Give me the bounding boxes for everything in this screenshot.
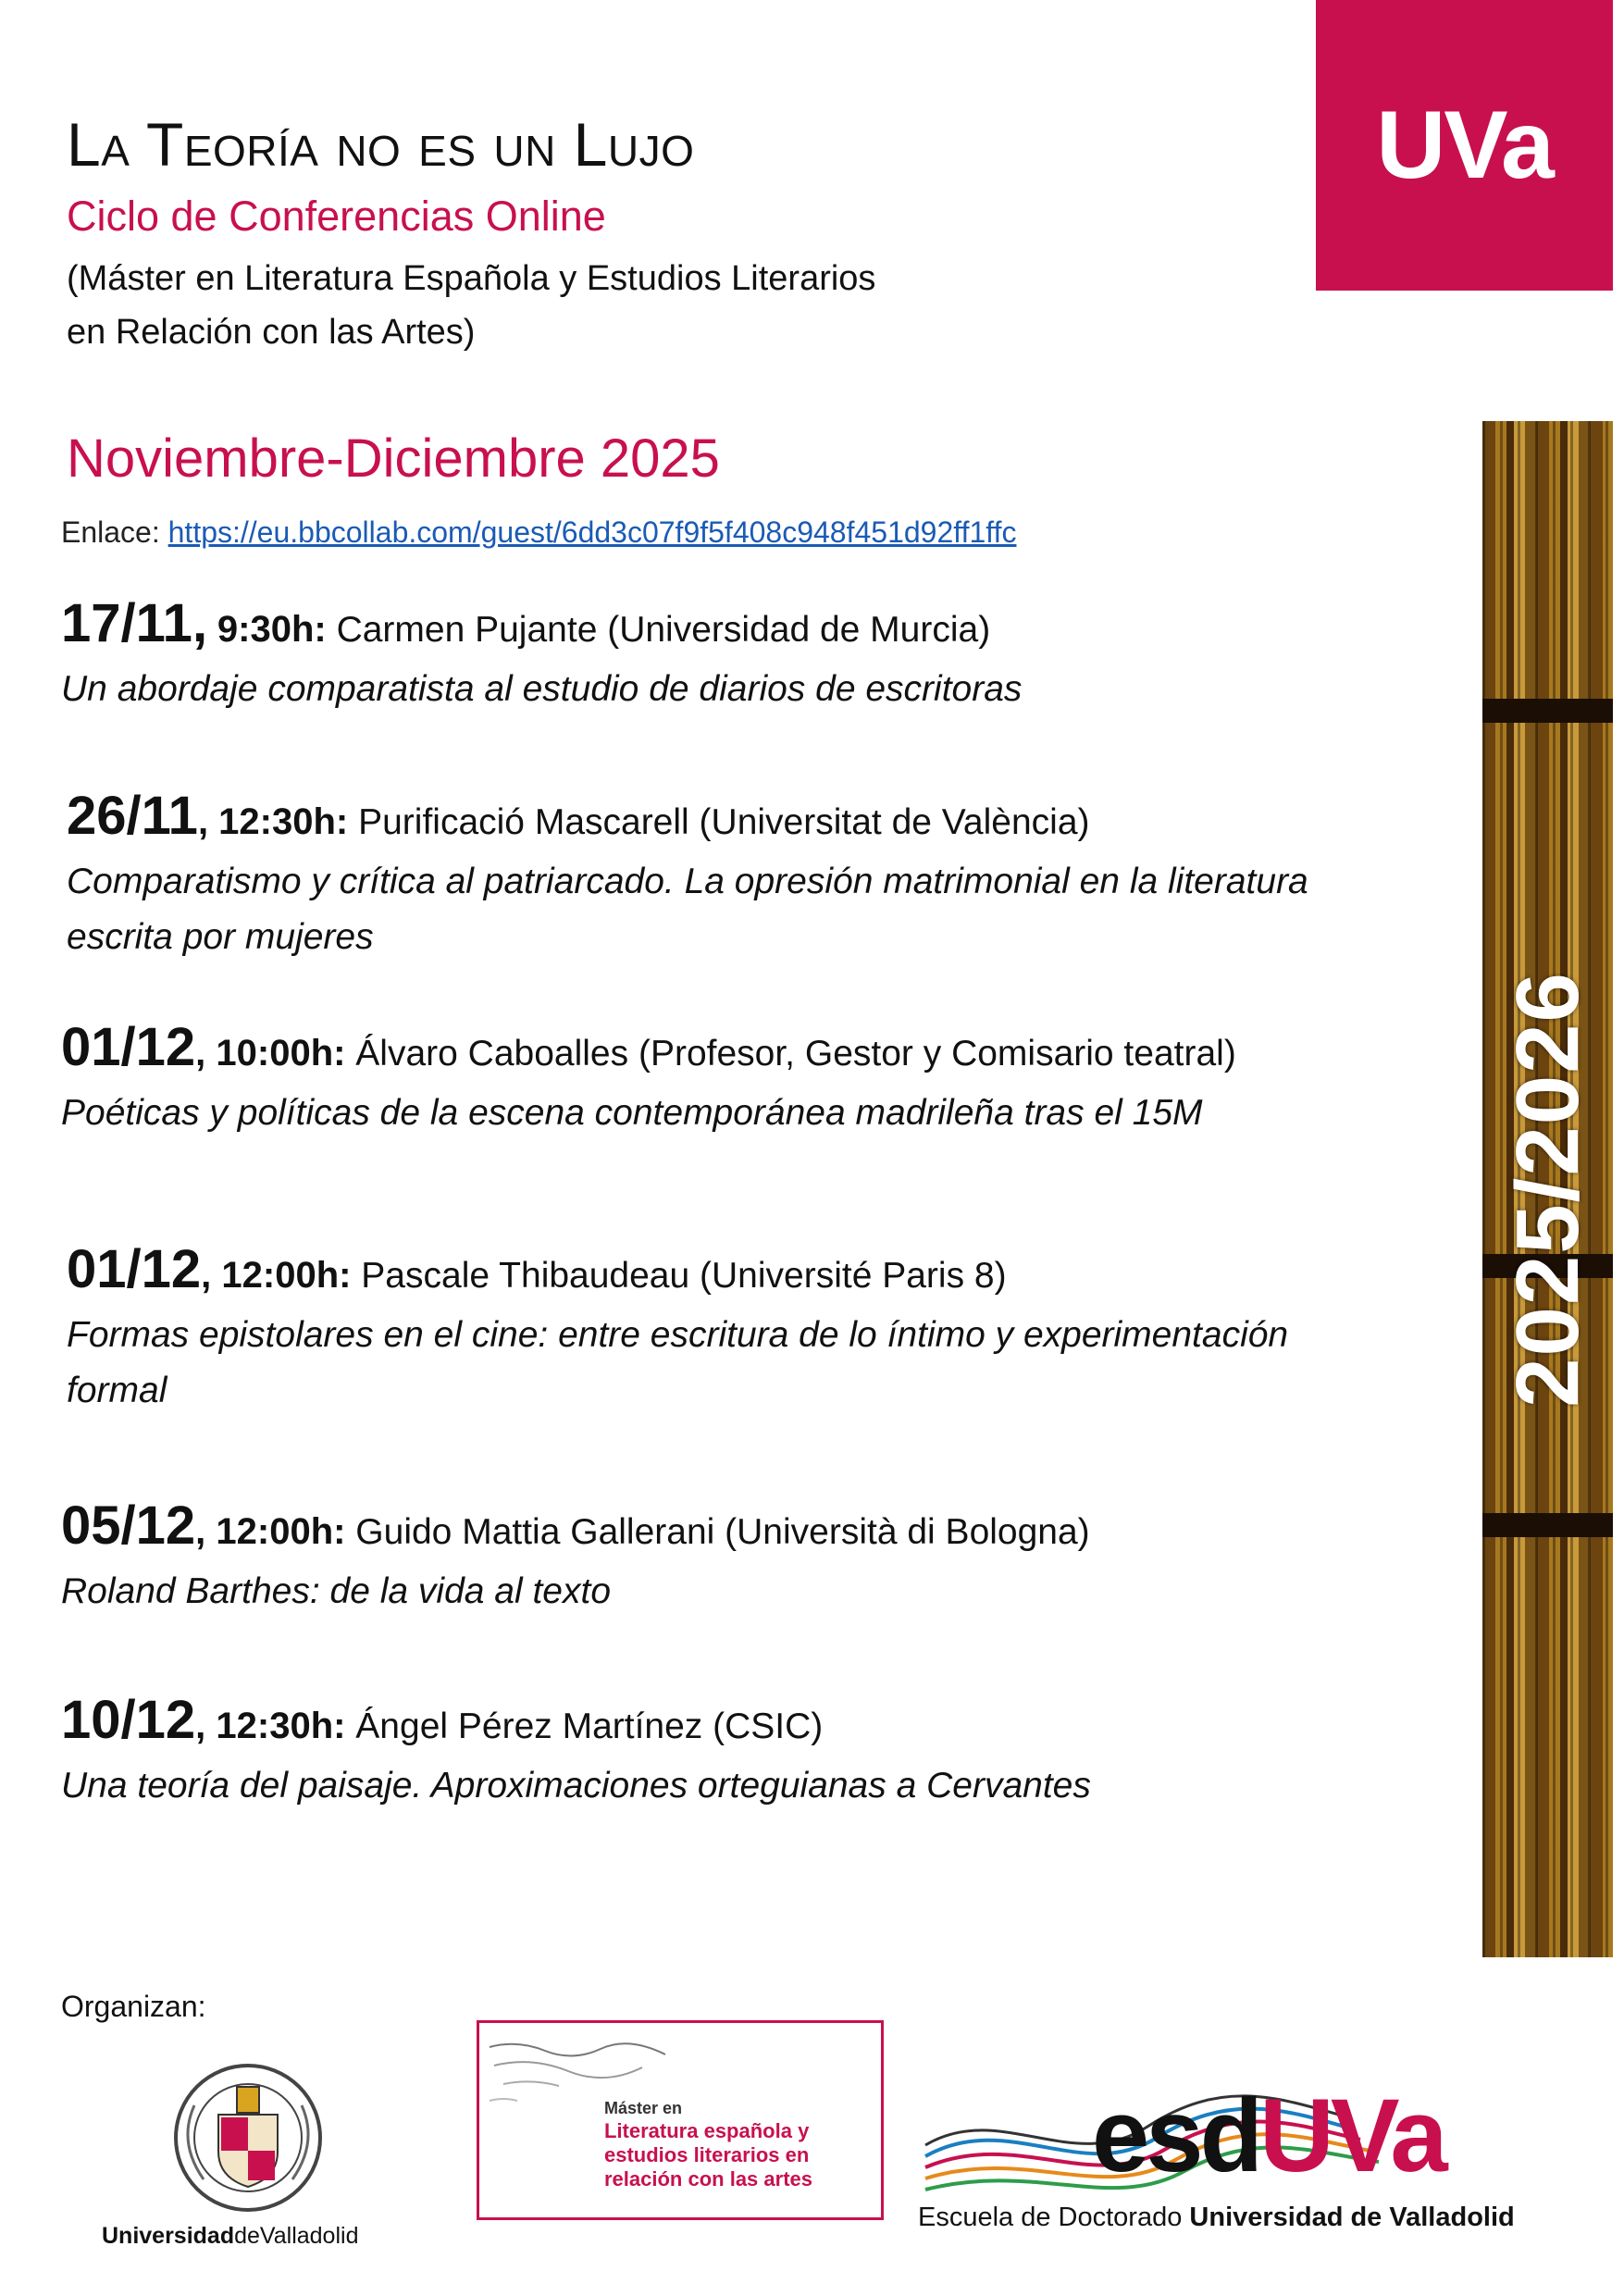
event-topic: Formas epistolares en el cine: entre escritura de lo íntimo y experimentación formal xyxy=(67,1315,1289,1410)
academic-year: 2025/2026 xyxy=(1497,971,1597,1408)
event-heading xyxy=(61,592,1449,654)
esduva-wordmark xyxy=(1092,2080,1444,2191)
doctoral-school-name xyxy=(918,2203,1515,2233)
event-topic: Poéticas y políticas de la escena contemporánea madrileña tras el 15M xyxy=(61,1093,1203,1133)
event-heading xyxy=(61,1495,1449,1557)
event-item xyxy=(67,1238,1381,1419)
year-banner xyxy=(1482,421,1613,1957)
uva-text: UVa xyxy=(1259,2078,1444,2193)
page-subtitle: Ciclo de Conferencias Online xyxy=(67,192,606,240)
event-time: , 12:30h: xyxy=(195,1706,346,1746)
event-speaker: Purificació Mascarell (Universitat de València) xyxy=(358,802,1090,842)
master-logo xyxy=(477,2020,884,2220)
master-logo-line1: Máster en xyxy=(604,2099,683,2117)
event-date: 01/12 xyxy=(61,1017,196,1077)
university-name-bold: Universidad xyxy=(102,2223,235,2249)
organizers-label: Organizan: xyxy=(61,1990,206,2023)
event-item xyxy=(61,1495,1449,1620)
event-topic: Una teoría del paisaje. Aproximaciones orteguianas a Cervantes xyxy=(61,1766,1091,1806)
event-heading xyxy=(61,1689,1449,1751)
event-time: 9:30h: xyxy=(217,609,327,650)
esd-text: esd xyxy=(1092,2078,1259,2193)
event-topic: Un abordaje comparatista al estudio de diarios de escritoras xyxy=(61,669,1023,709)
event-heading xyxy=(67,785,1381,847)
event-item xyxy=(67,785,1381,965)
event-date: 10/12 xyxy=(61,1690,196,1750)
event-speaker: Pascale Thibaudeau (Université Paris 8) xyxy=(361,1256,1007,1296)
event-topic: Roland Barthes: de la vida al texto xyxy=(61,1571,612,1611)
bookshelf-banner xyxy=(1482,421,1613,1957)
event-item xyxy=(61,1016,1449,1141)
period-heading: Noviembre-Diciembre 2025 xyxy=(67,428,720,489)
event-time: , 12:00h: xyxy=(195,1511,346,1552)
event-date: 17/11, xyxy=(61,593,208,653)
university-seal-icon xyxy=(109,2050,387,2216)
page-title: La Teoría no es un Lujo xyxy=(67,110,695,179)
event-speaker: Guido Mattia Gallerani (Università di Bologna) xyxy=(355,1512,1090,1552)
event-heading xyxy=(67,1238,1381,1300)
event-heading xyxy=(61,1016,1449,1078)
event-date: 26/11 xyxy=(67,786,198,846)
session-link[interactable]: https://eu.bbcollab.com/guest/6dd3c07f9f5f408c948f451d92ff1ffc xyxy=(167,515,1017,549)
link-row xyxy=(61,515,1016,550)
master-logo-line2: Literatura española y estudios literarios en relación con las artes xyxy=(604,2119,812,2191)
university-name-rest: deValladolid xyxy=(234,2223,359,2249)
event-date: 05/12 xyxy=(61,1496,196,1556)
link-label: Enlace: xyxy=(61,515,160,549)
doctoral-school-university: Universidad de Valladolid xyxy=(1189,2203,1515,2232)
uva-logo-text: UVa xyxy=(1376,91,1553,199)
event-item xyxy=(61,1689,1449,1814)
event-time: , 10:00h: xyxy=(195,1033,346,1074)
event-time: , 12:00h: xyxy=(201,1255,352,1296)
event-topic: Comparatismo y crítica al patriarcado. La opresión matrimonial en la literatura escrita por mujeres xyxy=(67,862,1308,957)
program-name: (Máster en Literatura Española y Estudios Literarios en Relación con las Artes) xyxy=(67,259,876,352)
doctoral-school-label: Escuela de Doctorado xyxy=(918,2203,1183,2232)
event-speaker: Carmen Pujante (Universidad de Murcia) xyxy=(336,610,991,650)
event-time: , 12:30h: xyxy=(197,801,349,842)
event-date: 01/12 xyxy=(67,1239,202,1299)
uva-logo xyxy=(1316,0,1613,291)
university-name xyxy=(102,2223,358,2250)
event-speaker: Álvaro Caboalles (Profesor, Gestor y Comisario teatral) xyxy=(355,1034,1236,1074)
event-item xyxy=(61,592,1449,717)
event-speaker: Ángel Pérez Martínez (CSIC) xyxy=(355,1706,824,1746)
